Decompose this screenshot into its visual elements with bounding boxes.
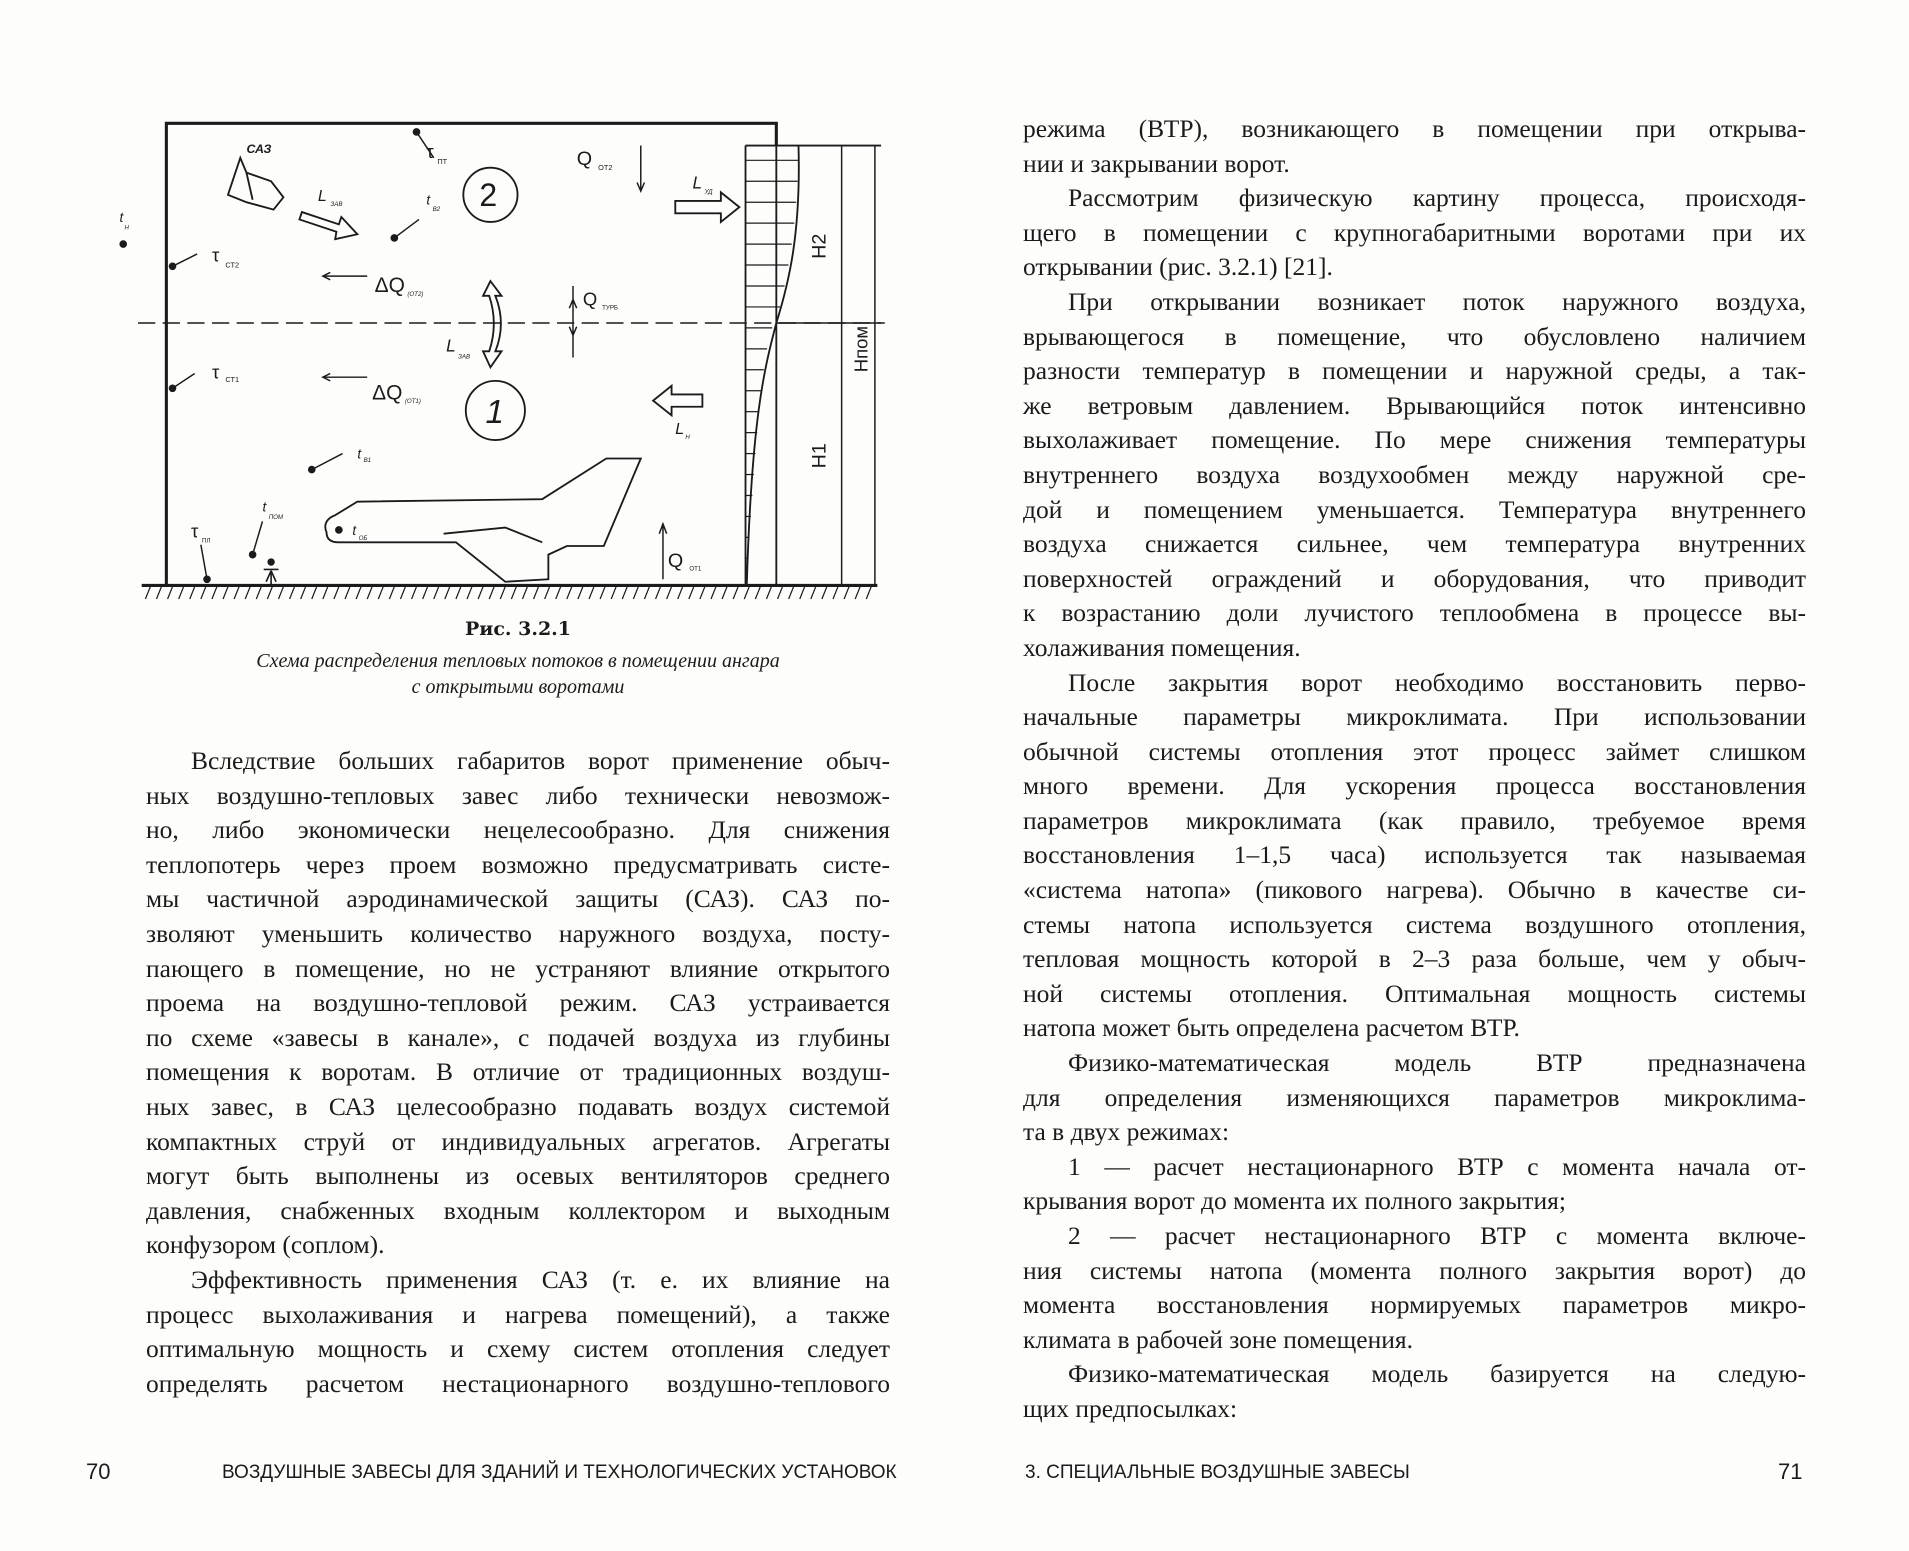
label-saz: САЗ xyxy=(246,141,272,156)
text-line: щего в помещении с крупногабаритными воротами при их xyxy=(1023,217,1806,247)
text-line: ния системы натопа (момента полного закрытия ворот) до xyxy=(1023,1255,1806,1285)
text-line: После закрытия ворот необходимо восстановить перво- xyxy=(1068,667,1806,697)
aircraft-outline xyxy=(325,459,640,582)
figure-caption xyxy=(146,648,890,700)
text-line: выхолаживает помещение. По мере снижения температуры xyxy=(1023,425,1806,455)
label-l-n: $L_Н$ xyxy=(675,420,690,441)
text-line: же ветровым давлением. Врывающийся поток интенсивно xyxy=(1023,390,1806,420)
hangar-walls xyxy=(166,123,776,585)
text-line: восстановления 1–1,5 часа) используется так называемая xyxy=(1023,840,1806,870)
text-line: ных завес, в САЗ целесообразно подавать воздух системой xyxy=(146,1091,890,1121)
label-zone-2: 2 xyxy=(479,176,498,213)
label-l-zav-mid: $L_{ЗАВ}$ xyxy=(446,335,471,361)
saz-unit-icon xyxy=(228,158,283,210)
text-line: обычной системы отопления этот процесс займет слишком xyxy=(1023,736,1806,766)
text-line: теплопотерь через проем возможно предусматривать систе- xyxy=(146,849,890,879)
text-line: крывания ворот до момента их полного закрытия; xyxy=(1023,1186,1566,1216)
text-line: помещения к воротам. В отличие от традиционных воздуш- xyxy=(146,1057,890,1087)
text-line: процесс выхолаживания и нагрева помещений), а также xyxy=(146,1299,890,1329)
text-line: врывающегося в помещение, что обусловлено наличием xyxy=(1023,321,1806,351)
left-page-number: 70 xyxy=(86,1459,111,1484)
label-h2: H2 xyxy=(808,233,831,259)
text-line: Физико-математическая модель базируется на следую- xyxy=(1068,1359,1806,1389)
text-line: 1 — расчет нестационарного ВТР с момента начала от- xyxy=(1068,1151,1806,1181)
text-line: определять расчетом нестационарного воздушно-теплового xyxy=(146,1368,890,1398)
label-t-v1: t $_{В1}$ xyxy=(357,446,372,465)
text-line: ной системы отопления. Оптимальная мощность системы xyxy=(1023,978,1806,1008)
text-line: дой и помещением уменьшается. Температура внутреннего xyxy=(1023,494,1806,524)
text-line: разности температур в помещении и наружной среды, а так- xyxy=(1023,356,1806,386)
label-tau-st1: τ $_{СТ1}$ xyxy=(211,361,240,385)
text-line: Вследствие больших габаритов ворот применение обыч- xyxy=(191,746,890,775)
label-h1: H1 xyxy=(808,443,831,469)
text-line: много времени. Для ускорения процесса восстановления xyxy=(1023,771,1806,801)
left-running-head: ВОЗДУШНЫЕ ЗАВЕСЫ ДЛЯ ЗДАНИЙ И ТЕХНОЛОГИЧЕСКИХ УСТАНОВОК xyxy=(222,1462,897,1483)
label-l-zav-top: L $_{ЗАВ}$ xyxy=(317,187,343,208)
figure-caption-line: с открытыми воротами xyxy=(411,676,625,698)
text-line: стемы натопа используется система воздушного отопления, xyxy=(1023,909,1806,939)
label-h-pom: Hпом xyxy=(850,325,872,373)
right-page-body-text xyxy=(1023,112,1806,1427)
label-tau-pl: τ $_{ПЛ}$ xyxy=(191,520,211,545)
q-ot2-arrow xyxy=(637,146,644,192)
figure-number: Рис. 3.2.1 xyxy=(464,618,572,640)
text-line: к возрастанию доли лучистого теплообмена в процессе вы- xyxy=(1023,598,1806,628)
left-page-body-text xyxy=(146,744,890,1401)
text-line: поверхностей ограждений и оборудования, что приводит xyxy=(1023,563,1806,593)
text-line: момента восстановления нормируемых параметров микро- xyxy=(1023,1290,1806,1320)
text-line: давления, снабженных входным коллектором и выходным xyxy=(146,1195,890,1225)
l-n-arrow xyxy=(653,386,702,416)
text-line: режима (ВТР), возникающего в помещении при открыва- xyxy=(1023,114,1806,143)
text-line: воздуха снижается сильнее, чем температура внутренних xyxy=(1023,529,1806,559)
right-running-head: 3. СПЕЦИАЛЬНЫЕ ВОЗДУШНЫЕ ЗАВЕСЫ xyxy=(1025,1462,1410,1483)
label-t-v2: $t_{В2}$ xyxy=(426,192,441,213)
text-line: При открывании возникает поток наружного воздуха, xyxy=(1068,286,1806,316)
label-tau-st2: τ $_{СТ2}$ xyxy=(211,244,240,270)
right-page-number: 71 xyxy=(1778,1459,1803,1484)
text-line: та в двух режимах: xyxy=(1023,1117,1230,1147)
text-line: мы частичной аэродинамической защиты (САЗ). САЗ по- xyxy=(146,884,890,914)
velocity-profile-curve xyxy=(747,146,799,586)
diagram-labels xyxy=(120,141,872,573)
label-t-pom: $t_{ПОМ}$ xyxy=(262,499,284,521)
velocity-profile-arrows xyxy=(746,160,799,558)
ground-hatching xyxy=(145,587,871,599)
label-dq-ot1: ΔQ (ОТ1) xyxy=(372,381,421,406)
text-line: конфузором (соплом). xyxy=(146,1230,385,1260)
text-line: пающего в помещение, но не устраняют влияние открытого xyxy=(146,953,890,983)
text-line: начальные параметры микроклимата. При использовании xyxy=(1023,702,1806,732)
text-line: компактных струй от индивидуальных агрегатов. Агрегаты xyxy=(146,1126,890,1156)
text-line: проема на воздушно-тепловой режим. САЗ устраивается xyxy=(146,988,890,1018)
figure-caption-line: Схема распределения тепловых потоков в помещении ангара xyxy=(256,650,780,672)
label-zone-1: 1 xyxy=(485,393,505,431)
label-l-ud: L $_{УД}$ xyxy=(692,172,713,196)
text-line: холаживания помещения. xyxy=(1023,632,1301,662)
label-dq-ot2: ΔQ (ОТ2) xyxy=(374,274,424,298)
q-turb-arrow xyxy=(569,286,576,357)
person-head xyxy=(268,559,274,565)
text-line: «система натопа» (пикового нагрева). Обычно в качестве си- xyxy=(1023,875,1806,905)
l-zav-arrow xyxy=(299,212,357,239)
label-q-ot1: Q ОТ1 xyxy=(667,549,702,573)
hangar-heat-flow-diagram xyxy=(0,0,955,641)
l-ud-arrow xyxy=(675,192,739,222)
text-line: тепловая мощность которой в 2–3 раза больше, чем у обыч- xyxy=(1023,944,1806,974)
text-line: оптимальную мощность и схему систем отопления следует xyxy=(146,1334,890,1364)
text-line: щих предпосылках: xyxy=(1023,1393,1238,1423)
text-line: зволяют уменьшить количество наружного воздуха, посту- xyxy=(146,918,890,948)
label-q-turb: Q $_{ТУРБ}$ xyxy=(582,288,618,312)
l-zav-recirculation-arrow xyxy=(483,281,501,367)
q-ot1-arrow xyxy=(659,524,666,579)
dq-ot1-arrow xyxy=(323,373,367,380)
text-line: нии и закрывании ворот. xyxy=(1023,148,1290,178)
text-line: 2 — расчет нестационарного ВТР с момента включе- xyxy=(1068,1221,1806,1250)
text-line: внутреннего воздуха воздухообмен между наружной сре- xyxy=(1023,459,1806,489)
text-line: Физико-математическая модель ВТР предназначена xyxy=(1068,1048,1806,1078)
text-line: для определения изменяющихся параметров микроклима- xyxy=(1023,1082,1806,1112)
person-icon xyxy=(264,569,279,585)
text-line: ных воздушно-тепловых завес либо технически невозмож- xyxy=(146,780,890,810)
text-line: климата в рабочей зоне помещения. xyxy=(1023,1324,1413,1354)
label-tau-pt: τ $_{ПТ}$ xyxy=(426,140,448,167)
label-q-ot2: Q $_{ОТ2}$ xyxy=(576,148,613,173)
text-line: но, либо экономически нецелесообразно. Для снижения xyxy=(146,815,890,845)
text-line: Рассмотрим физическую картину процесса, происходя- xyxy=(1068,183,1806,213)
text-line: открывании (рис. 3.2.1) [21]. xyxy=(1023,252,1333,282)
label-t-ob: $t_{ОБ}$ xyxy=(352,522,368,542)
text-line: параметров микроклимата (как правило, требуемое время xyxy=(1023,805,1806,835)
label-t-n: $t_Н$ xyxy=(119,209,129,232)
text-line: натопа может быть определена расчетом ВТР. xyxy=(1023,1013,1520,1043)
text-line: по схеме «завесы в канале», с подачей воздуха из глубины xyxy=(146,1022,890,1052)
dq-ot2-arrow xyxy=(323,272,367,279)
text-line: Эффективность применения САЗ (т. е. их влияние на xyxy=(191,1264,890,1294)
text-line: могут быть выполнены из осевых вентиляторов среднего xyxy=(146,1161,890,1191)
